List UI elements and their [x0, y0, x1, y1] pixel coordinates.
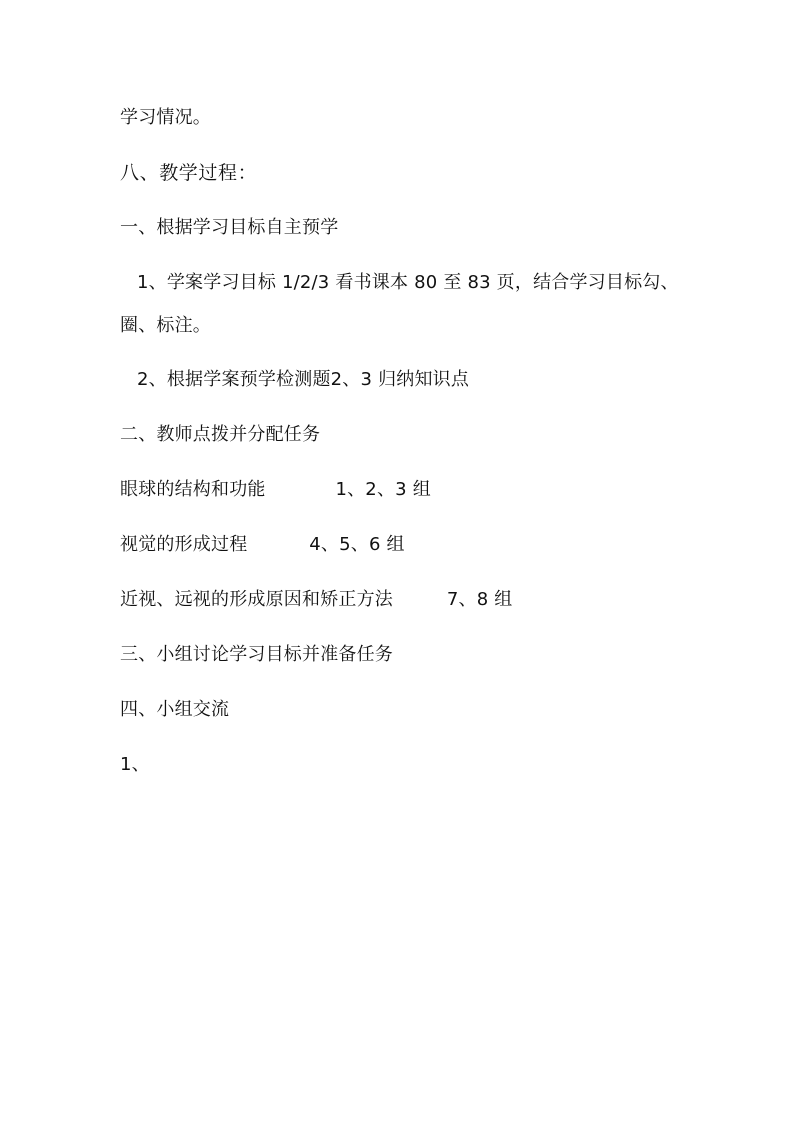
assignment-groups-1: 1、2、3 组: [335, 479, 431, 500]
assignment-row-1: [120, 478, 431, 502]
self-study-item-1-continued: 圈、标注。: [120, 315, 211, 336]
assignment-row-3: [120, 588, 512, 612]
assignment-groups-2: 4、5、6 组: [309, 534, 405, 555]
step-heading-self-study: 一、根据学习目标自主预学: [120, 217, 339, 238]
text-line-learning-status: 学习情况。: [120, 107, 211, 128]
assignment-row-2: [120, 533, 405, 557]
assignment-groups-3: 7、8 组: [446, 589, 513, 610]
step-heading-group-exchange: 四、小组交流: [120, 699, 230, 720]
assignment-topic-1: 眼球的结构和功能: [120, 479, 266, 500]
assignment-topic-2: 视觉的形成过程: [120, 534, 248, 555]
self-study-item-2: 2、根据学案预学检测题2、3 归纳知识点: [137, 369, 470, 390]
group-exchange-item-1: 1、: [120, 754, 150, 775]
step-heading-group-discussion: 三、小组讨论学习目标并准备任务: [120, 644, 393, 665]
self-study-item-1: 1、学案学习目标 1/2/3 看书课本 80 至 83 页，结合学习目标勾、: [137, 272, 679, 293]
section-heading-teaching-process: 八、教学过程：: [120, 162, 258, 184]
step-heading-teacher-guidance: 二、教师点拨并分配任务: [120, 424, 321, 445]
assignment-topic-3: 近视、远视的形成原因和矫正方法: [120, 589, 393, 610]
